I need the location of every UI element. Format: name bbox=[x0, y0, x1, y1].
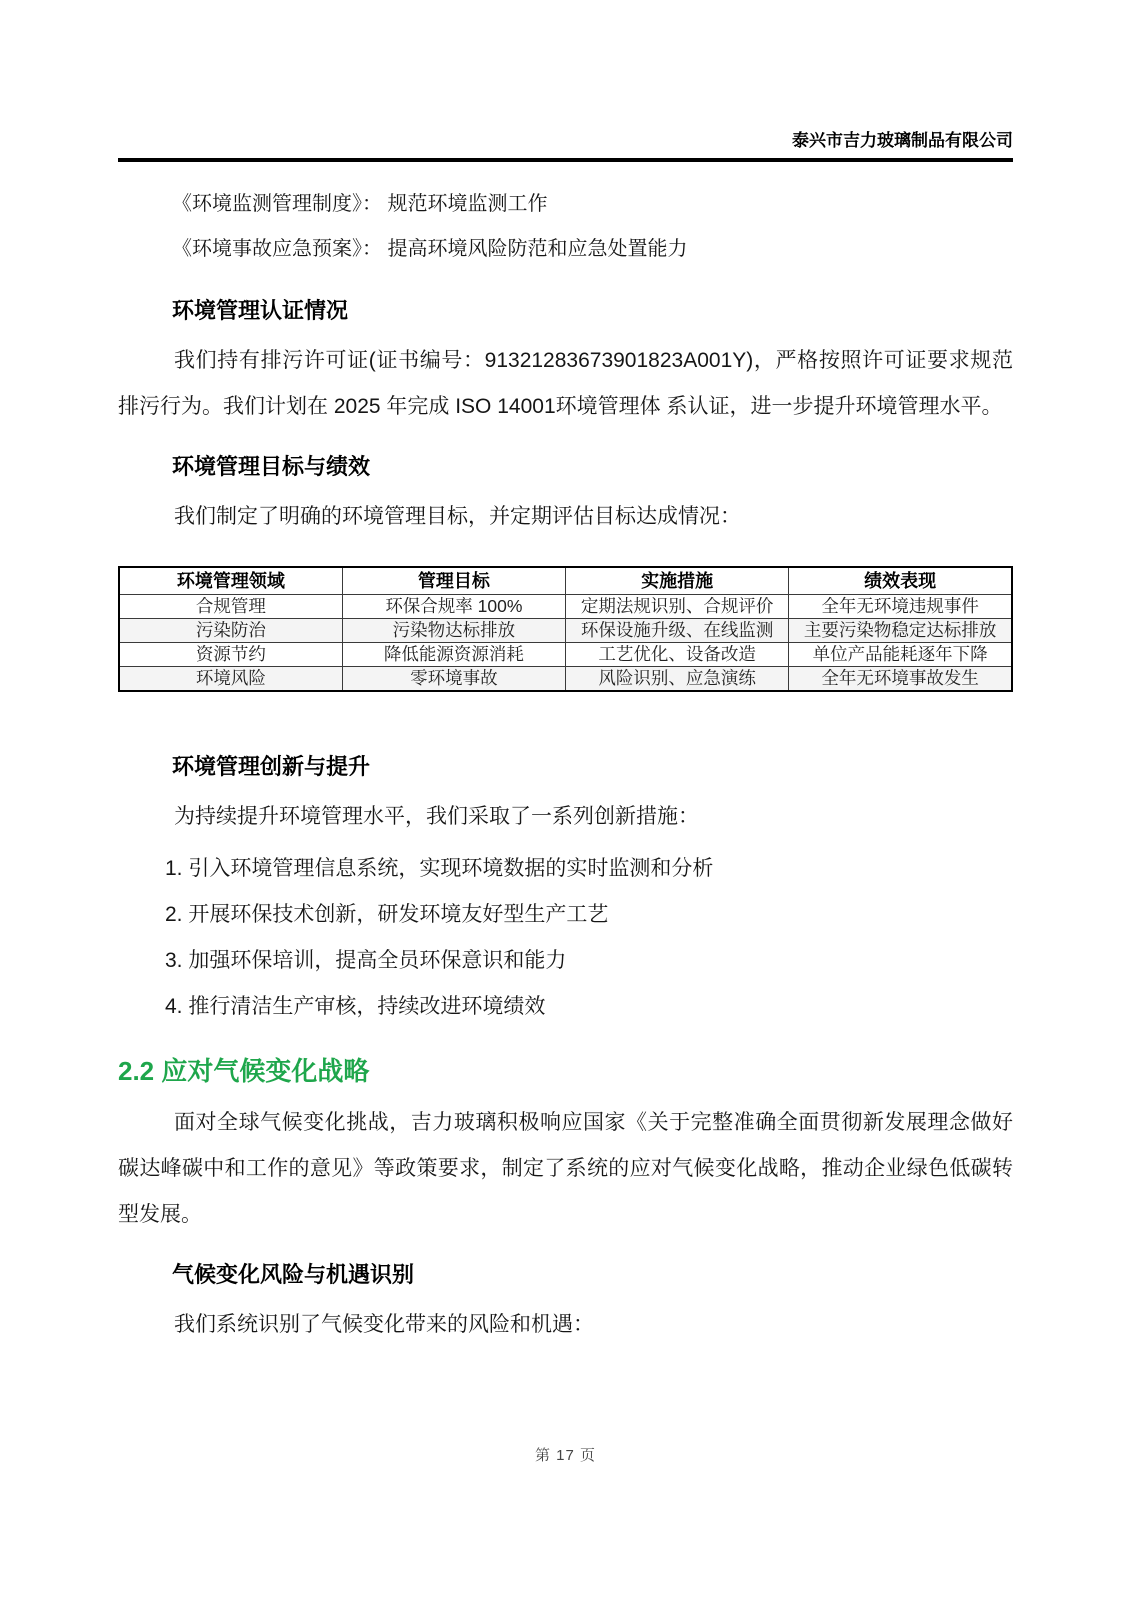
company-name: 泰兴市吉力玻璃制品有限公司 bbox=[792, 131, 1013, 150]
environment-goals-table bbox=[118, 566, 1013, 692]
table-cell: 环境风险 bbox=[119, 667, 342, 692]
table-cell: 污染物达标排放 bbox=[342, 619, 565, 643]
table-cell: 工艺优化、设备改造 bbox=[566, 643, 789, 667]
table-cell: 零环境事故 bbox=[342, 667, 565, 692]
table-row bbox=[119, 667, 1012, 692]
table-row bbox=[119, 643, 1012, 667]
heading-goals: 环境管理目标与绩效 bbox=[172, 454, 371, 479]
innovation-list bbox=[118, 846, 1013, 1030]
document-header bbox=[118, 130, 1013, 158]
list-item: 4. 推行清洁生产审核，持续改进环境绩效 bbox=[165, 995, 546, 1018]
table-cell: 全年无环境事故发生 bbox=[789, 667, 1012, 692]
page-number: 第 17 页 bbox=[534, 1447, 597, 1464]
paragraph-goals: 我们制定了明确的环境管理目标，并定期评估目标达成情况： bbox=[174, 505, 741, 528]
policy-line: 《环境事故应急预案》： 提高环境风险防范和应急处置能力 bbox=[172, 238, 688, 260]
policy-list bbox=[118, 182, 1013, 272]
table-header-row bbox=[119, 567, 1012, 595]
heading-climate-strategy: 2.2 应对气候变化战略 bbox=[118, 1056, 370, 1086]
table-cell: 合规管理 bbox=[119, 595, 342, 619]
table-cell: 定期法规识别、合规评价 bbox=[566, 595, 789, 619]
header-divider bbox=[118, 158, 1013, 162]
list-item: 3. 加强环保培训，提高全员环保意识和能力 bbox=[165, 949, 567, 972]
table-cell: 全年无环境违规事件 bbox=[789, 595, 1012, 619]
table-cell: 主要污染物稳定达标排放 bbox=[789, 619, 1012, 643]
paragraph-climate-strategy: 面对全球气候变化挑战，吉力玻璃积极响应国家《关于完整准确全面贯彻新发展理念做好碳达峰碳中和工作的意见》等政策要求，制定了系统的应对气候变化战略，推动企业绿色低碳转型发展。 bbox=[118, 1111, 1013, 1226]
list-item: 2. 开展环保技术创新，研发环境友好型生产工艺 bbox=[165, 903, 609, 926]
table-cell: 环保合规率 100% bbox=[342, 595, 565, 619]
heading-certification: 环境管理认证情况 bbox=[172, 298, 349, 323]
table-row bbox=[119, 619, 1012, 643]
paragraph-certification: 我们持有排污许可证(证书编号：91321283673901823A001Y)，严格按照许可证要求规范排污行为。我们计划在 2025 年完成 ISO 14001环境管理体 系认证，进一步提升环境管理水平。 bbox=[118, 349, 1013, 418]
table-row bbox=[119, 595, 1012, 619]
table-header-cell: 环境管理领域 bbox=[119, 567, 342, 595]
table-cell: 降低能源资源消耗 bbox=[342, 643, 565, 667]
table-cell: 污染防治 bbox=[119, 619, 342, 643]
table-header-cell: 管理目标 bbox=[342, 567, 565, 595]
heading-climate-risk: 气候变化风险与机遇识别 bbox=[172, 1262, 415, 1287]
paragraph-innovation: 为持续提升环境管理水平，我们采取了一系列创新措施： bbox=[174, 805, 699, 828]
table-cell: 资源节约 bbox=[119, 643, 342, 667]
table-cell: 环保设施升级、在线监测 bbox=[566, 619, 789, 643]
table-header-cell: 实施措施 bbox=[566, 567, 789, 595]
policy-line: 《环境监测管理制度》： 规范环境监测工作 bbox=[172, 193, 548, 215]
paragraph-climate-risk: 我们系统识别了气候变化带来的风险和机遇： bbox=[174, 1313, 594, 1336]
table-cell: 风险识别、应急演练 bbox=[566, 667, 789, 692]
table-cell: 单位产品能耗逐年下降 bbox=[789, 643, 1012, 667]
table-header-cell: 绩效表现 bbox=[789, 567, 1012, 595]
list-item: 1. 引入环境管理信息系统，实现环境数据的实时监测和分析 bbox=[165, 857, 714, 880]
page-content bbox=[118, 0, 1013, 1348]
heading-innovation: 环境管理创新与提升 bbox=[172, 754, 371, 779]
